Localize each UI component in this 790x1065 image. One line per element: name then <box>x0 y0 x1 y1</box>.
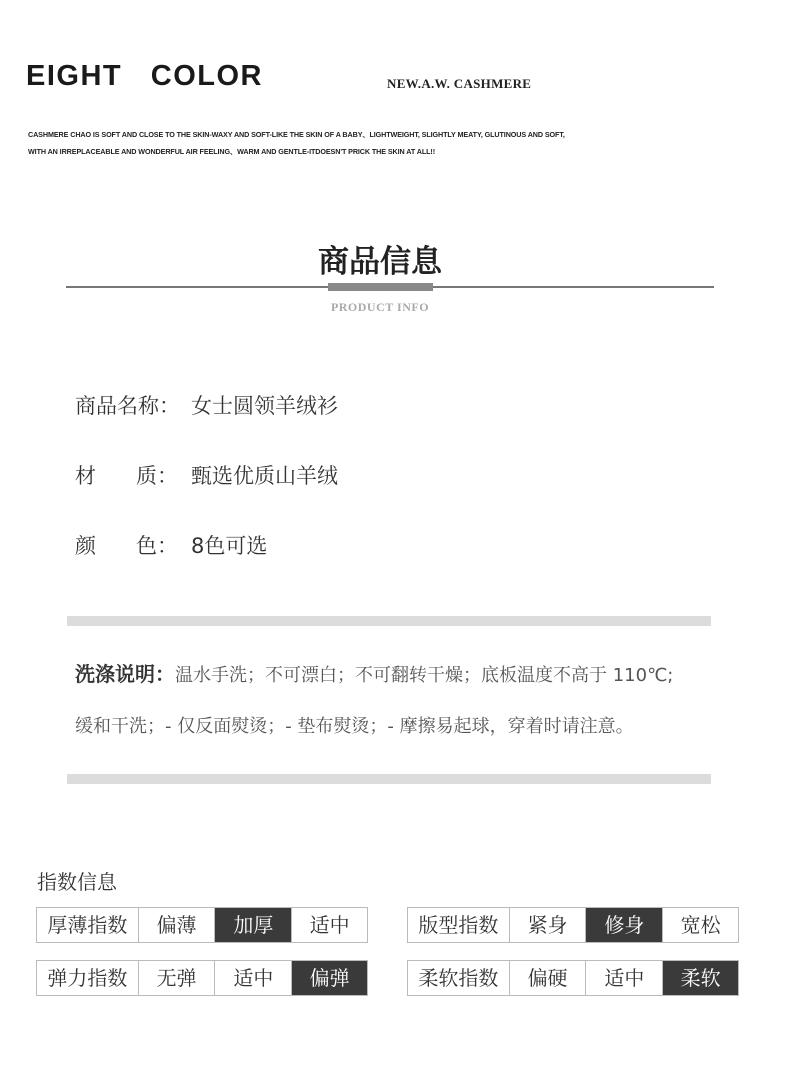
care-instructions-line-1 <box>75 658 673 687</box>
tagline-line-2: WITH AN IRREPLACEABLE AND WONDERFUL AIR FEELING、WARM AND GENTLE-ITDOESN'T PRICK THE SKIN AT ALL!! <box>28 147 435 156</box>
index-option: 紧身 <box>509 908 586 942</box>
index-option: 适中 <box>585 961 662 995</box>
title-divider-accent <box>328 283 433 291</box>
index-option: 适中 <box>214 961 291 995</box>
care-text-1: 温水手洗；不可漂白；不可翻转干燥；底板温度不高于 110℃; <box>175 665 674 686</box>
divider-bar-top <box>67 616 711 626</box>
index-option-selected: 修身 <box>585 908 662 942</box>
index-option: 偏硬 <box>509 961 586 995</box>
index-option: 无弹 <box>138 961 215 995</box>
info-label: 颜 色： <box>75 534 179 558</box>
info-value: 甄选优质山羊绒 <box>191 464 338 488</box>
section-subtitle: PRODUCT INFO <box>330 300 430 314</box>
index-option-selected: 偏弹 <box>291 961 367 995</box>
index-name: 弹力指数 <box>47 966 128 990</box>
care-label: 洗涤说明： <box>75 662 175 686</box>
index-table-thickness <box>36 907 368 943</box>
info-row-color <box>75 530 267 560</box>
sub-brand: NEW.A.W. CASHMERE <box>387 76 532 91</box>
info-row-name <box>75 390 338 420</box>
index-option-selected: 柔软 <box>662 961 738 995</box>
info-label: 商品名称： <box>75 394 180 418</box>
brand-title: EIGHT COLOR <box>26 60 263 92</box>
index-title: 指数信息 <box>37 870 117 894</box>
care-instructions-line-2: 缓和干洗；- 仅反面熨烫；- 垫布熨烫；- 摩擦易起球，穿着时请注意。 <box>75 716 634 737</box>
info-value: 8色可选 <box>191 534 268 558</box>
section-title: 商品信息 <box>318 244 442 280</box>
index-name: 版型指数 <box>418 913 499 937</box>
index-option: 适中 <box>291 908 367 942</box>
tagline-line-1: CASHMERE CHAO IS SOFT AND CLOSE TO THE SKIN-WAXY AND SOFT-LIKE THE SKIN OF A BABY、LIGHTWEIGHT, SLIGHTLY MEATY, GLUTINOUS AND SOFT, <box>28 130 565 139</box>
index-option: 宽松 <box>662 908 738 942</box>
index-name: 厚薄指数 <box>47 913 128 937</box>
index-table-fit <box>407 907 739 943</box>
index-table-softness <box>407 960 739 996</box>
index-name: 柔软指数 <box>418 966 499 990</box>
index-table-elasticity <box>36 960 368 996</box>
info-value: 女士圆领羊绒衫 <box>191 394 338 418</box>
index-option-selected: 加厚 <box>214 908 291 942</box>
info-label: 材 质： <box>75 464 179 488</box>
divider-bar-bottom <box>67 774 711 784</box>
info-row-material <box>75 460 338 490</box>
index-option: 偏薄 <box>138 908 215 942</box>
